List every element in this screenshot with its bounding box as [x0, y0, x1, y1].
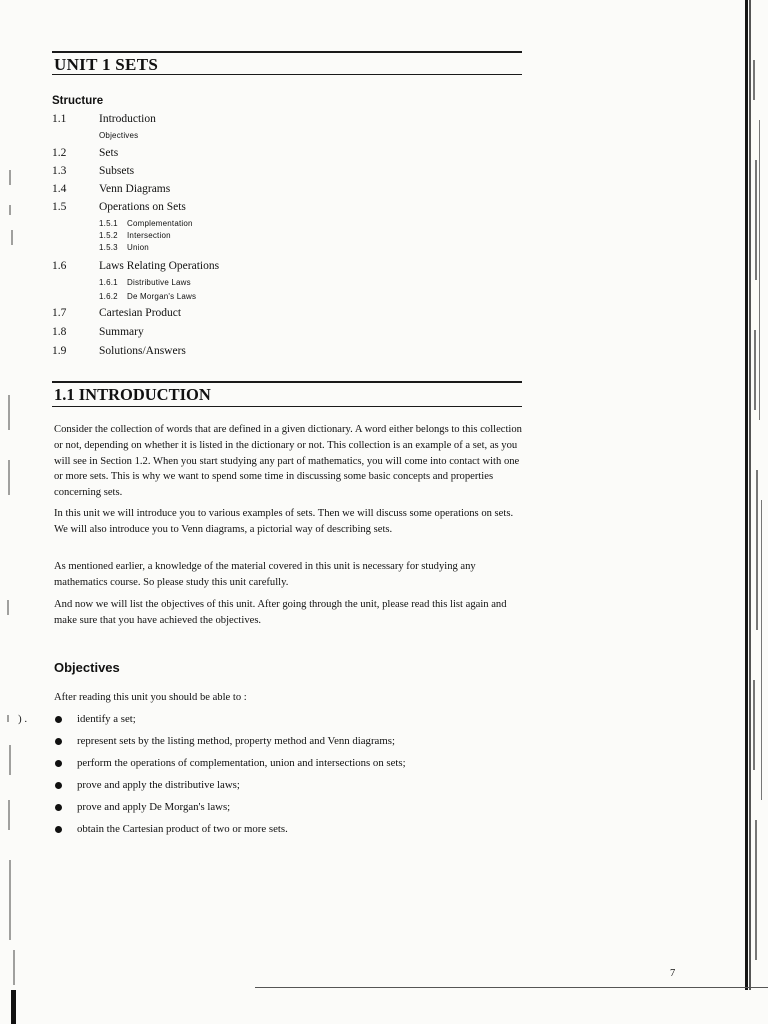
objective-text: prove and apply the distributive laws;: [77, 779, 240, 791]
toc-label: Sets: [99, 147, 119, 159]
toc-sub-label: De Morgan's Laws: [127, 292, 197, 301]
svg-text:) .: ) .: [18, 713, 28, 725]
toc-label: Introduction: [99, 113, 156, 125]
bullet-icon: [55, 760, 62, 767]
toc-subitem-objectives: [99, 131, 138, 140]
toc-label: Summary: [99, 326, 144, 338]
unit-title: UNIT 1 SETS: [54, 55, 159, 74]
bullet-icon: [55, 826, 62, 833]
toc-number: 1.9: [52, 345, 67, 357]
title-underline: [52, 74, 522, 75]
toc-label: Laws Relating Operations: [99, 260, 220, 272]
top-rule: [52, 51, 522, 53]
intro-paragraph-3: As mentioned earlier, a knowledge of the material covered in this unit is necessary for studying any mathematics course. So please study this unit carefully.: [54, 561, 476, 588]
toc-number: 1.4: [52, 183, 67, 195]
toc-sub-number: 1.6.1: [99, 278, 118, 287]
section-underline: [52, 406, 522, 407]
toc-number: 1.8: [52, 326, 67, 338]
toc-sub-number: 1.5.3: [99, 243, 118, 252]
toc-sub-number: 1.6.2: [99, 292, 118, 301]
toc-label: Venn Diagrams: [99, 183, 171, 195]
intro-paragraph-2: In this unit we will introduce you to various examples of sets. Then we will discuss some operations on sets. We will also introduce you to Venn diagrams, a pictorial way of describing sets.: [54, 508, 514, 535]
scan-right-edge: [743, 0, 768, 990]
objectives-heading: Objectives: [54, 660, 120, 675]
objective-text: prove and apply De Morgan's laws;: [77, 801, 231, 813]
objectives-intro: After reading this unit you should be able to :: [54, 692, 247, 703]
toc-sub-label: Union: [127, 243, 149, 252]
toc-number: 1.5: [52, 201, 67, 213]
intro-paragraph-4: And now we will list the objectives of this unit. After going through the unit, please read this list again and make sure that you have achieved the objectives.: [54, 599, 507, 626]
toc-sub-label: Objectives: [99, 131, 139, 140]
toc-subitem-1-6-1: [99, 278, 191, 287]
toc-sub-number: 1.5.2: [99, 231, 118, 240]
toc-label: Solutions/Answers: [99, 345, 186, 357]
structure-heading: Structure: [52, 95, 104, 107]
objective-text: obtain the Cartesian product of two or more sets.: [77, 823, 288, 835]
toc-subitem-1-5-1: [99, 219, 193, 228]
objective-text: identify a set;: [77, 713, 136, 725]
section-heading-introduction: 1.1 INTRODUCTION: [54, 385, 211, 404]
toc-subitem-1-5-2: [99, 231, 171, 240]
bullet-icon: [55, 738, 62, 745]
toc-number: 1.2: [52, 147, 67, 159]
bullet-icon: [55, 716, 62, 723]
toc-sub-label: Distributive Laws: [127, 278, 191, 287]
intro-paragraph-1: Consider the collection of words that are defined in a given dictionary. A word either belongs to this collection or not, depending on whether it is listed in the dictionary or not. This collection is an example of a set, as you will see in Section 1.2. When you start studying any part of mathematics, you will come into contact with one or more sets. This is why we want to spend some time in discussing some basic concepts and properties concerning sets.: [54, 424, 522, 499]
toc-sub-label: Complementation: [127, 219, 193, 228]
toc-subitem-1-6-2: [99, 292, 196, 301]
scan-left-edge: [0, 0, 30, 1024]
toc-label: Subsets: [99, 165, 135, 177]
objective-text: represent sets by the listing method, property method and Venn diagrams;: [77, 735, 395, 747]
toc-label: Cartesian Product: [99, 307, 182, 319]
toc-sub-label: Intersection: [127, 231, 171, 240]
scan-bottom-line: [255, 987, 768, 988]
toc-number: 1.7: [52, 307, 67, 319]
toc-number: 1.3: [52, 165, 67, 177]
toc-number: 1.1: [52, 113, 67, 125]
bullet-icon: [55, 804, 62, 811]
toc-subitem-1-5-3: [99, 243, 149, 252]
toc-sub-number: 1.5.1: [99, 219, 118, 228]
toc-number: 1.6: [52, 260, 67, 272]
page-number: 7: [670, 968, 676, 979]
objective-text: perform the operations of complementation, union and intersections on sets;: [77, 757, 406, 769]
toc-label: Operations on Sets: [99, 201, 186, 213]
bullet-icon: [55, 782, 62, 789]
section-top-rule: [52, 381, 522, 383]
